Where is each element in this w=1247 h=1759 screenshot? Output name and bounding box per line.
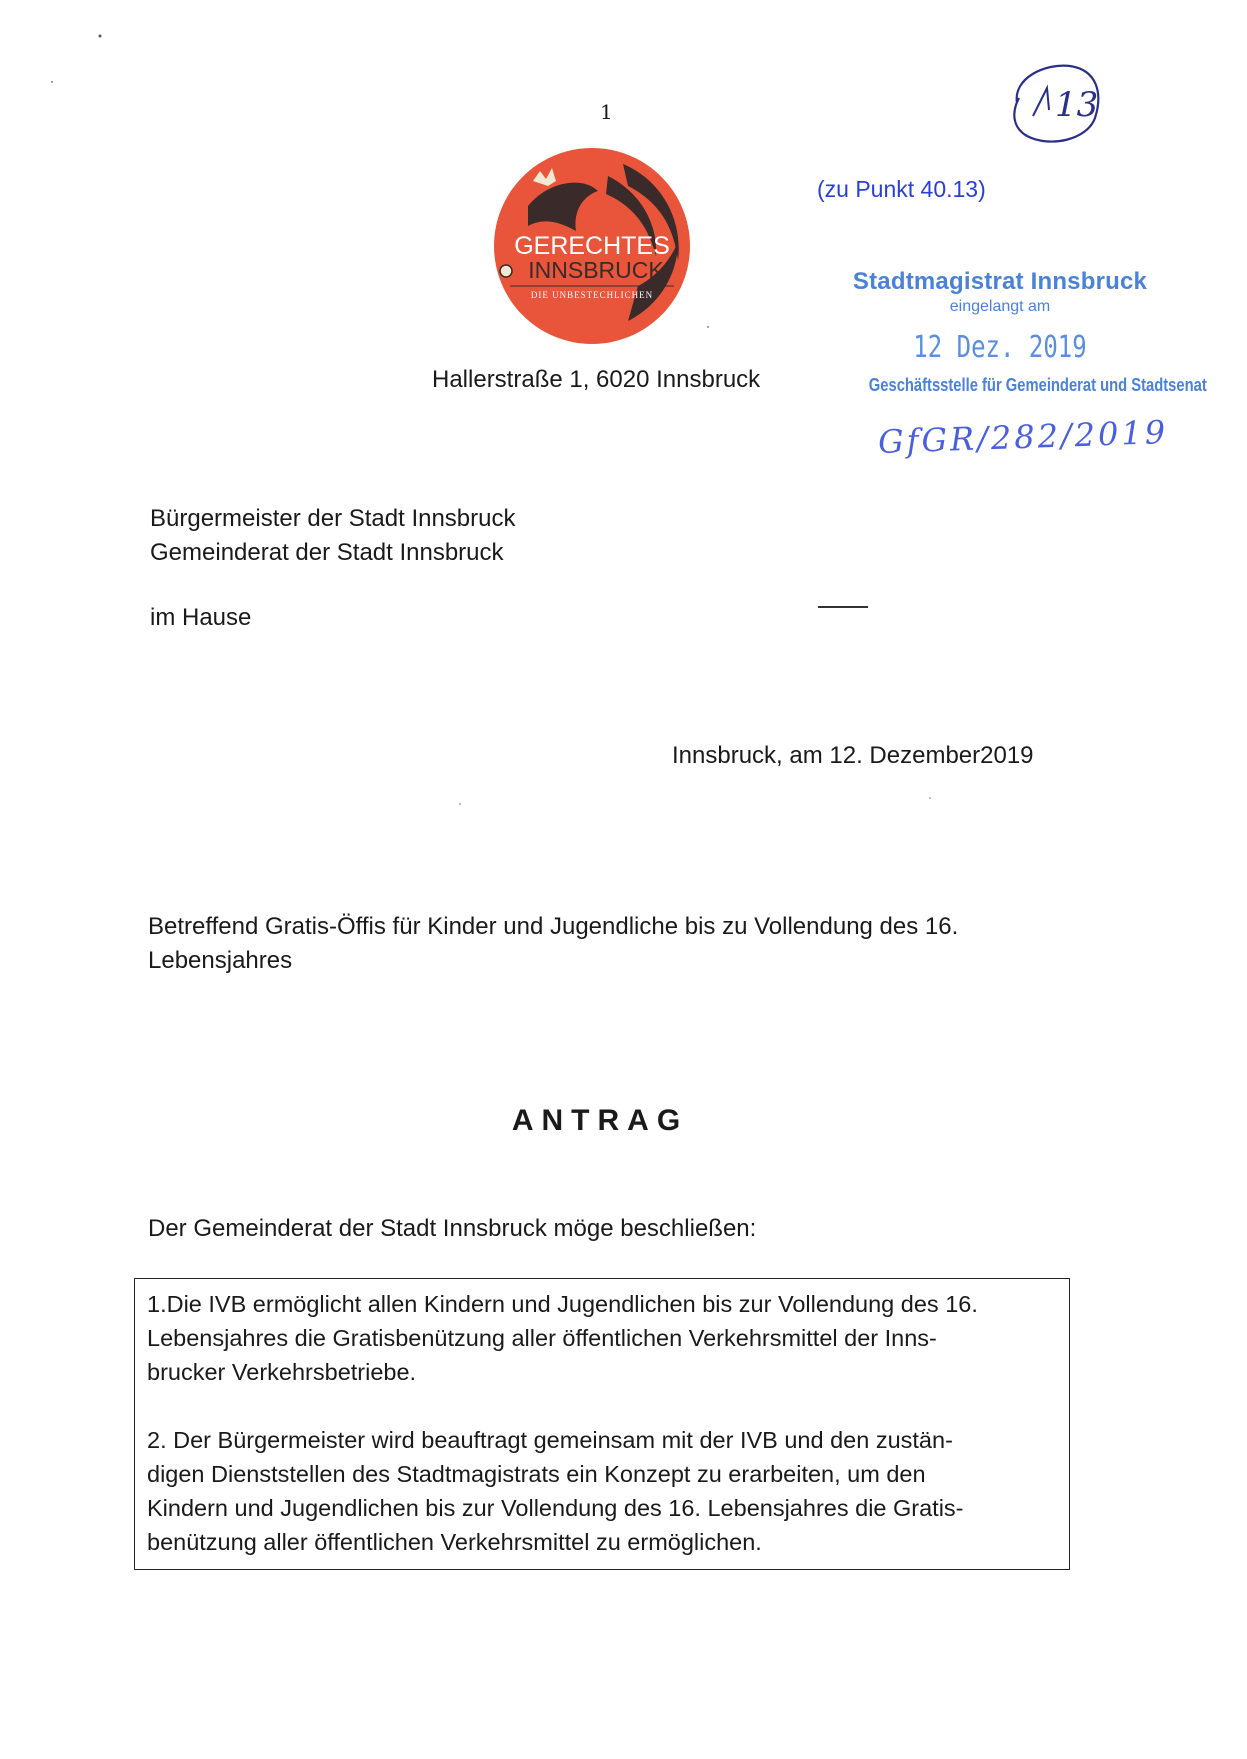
stamp-department: Geschäftsstelle für Gemeinderat und Stadtsenat <box>868 375 1207 395</box>
motion-2-line1: 2. Der Bürgermeister wird beauftragt gemeinsam mit der IVB und den zustän- <box>147 1427 953 1453</box>
gerechtes-innsbruck-logo <box>488 146 696 346</box>
page-number: 1 <box>600 100 613 124</box>
motion-1-line3: brucker Verkehrsbetriebe. <box>147 1359 417 1385</box>
subject-block <box>148 910 1078 978</box>
handwritten-number-text: 13 <box>1055 85 1099 125</box>
motion-item-1 <box>147 1287 1059 1389</box>
motion-item-2 <box>147 1423 1059 1559</box>
agenda-reference: (zu Punkt 40.13) <box>817 176 986 202</box>
place-date: Innsbruck, am 12. Dezember2019 <box>672 742 1034 769</box>
im-hause: im Hause <box>150 604 252 631</box>
document-title: ANTRAG <box>511 1104 689 1137</box>
motion-intro: Der Gemeinderat der Stadt Innsbruck möge beschließen: <box>148 1215 757 1242</box>
logo-line3: DIE UNBESTECHLICHEN <box>530 290 654 300</box>
sender-address: Hallerstraße 1, 6020 Innsbruck <box>432 366 761 393</box>
logo-line2: INNSBRUCK <box>528 257 664 283</box>
subject-line1: Betreffend Gratis-Öffis für Kinder und Jugendliche bis zu Vollendung des 16. <box>148 913 959 940</box>
handwritten-reference: GfGR/282/2019 <box>877 412 1169 462</box>
motion-2-line4: benützung aller öffentlichen Verkehrsmittel zu ermöglichen. <box>147 1529 762 1555</box>
dash-mark <box>818 606 868 608</box>
stamp-office: Stadtmagistrat Innsbruck <box>852 268 1148 295</box>
logo-line1: GERECHTES <box>514 232 670 260</box>
recipient-block <box>150 502 516 570</box>
motion-1-line2: Lebensjahres die Gratisbenützung aller öffentlichen Verkehrsmittel der Inns- <box>147 1325 937 1351</box>
recipient-line2: Gemeinderat der Stadt Innsbruck <box>150 539 504 566</box>
recipient-line1: Bürgermeister der Stadt Innsbruck <box>150 505 516 532</box>
logo-emblem-icon <box>500 265 512 277</box>
motion-2-line2: digen Dienststellen des Stadtmagistrats ein Konzept zu erarbeiten, um den <box>147 1461 926 1487</box>
stamp-date: 12 Dez. 2019 <box>913 330 1087 365</box>
motion-2-line3: Kindern und Jugendlichen bis zur Vollendung des 16. Lebensjahres die Gratis- <box>147 1495 964 1521</box>
motion-1-line1: 1.Die IVB ermöglicht allen Kindern und Jugendlichen bis zur Vollendung des 16. <box>147 1291 978 1317</box>
handwritten-circled-number <box>1005 58 1105 148</box>
subject-line2: Lebensjahres <box>148 947 293 974</box>
stamp-received-label: eingelangt am <box>949 298 1051 315</box>
motion-box <box>134 1278 1070 1570</box>
receipt-stamp <box>840 268 1207 396</box>
